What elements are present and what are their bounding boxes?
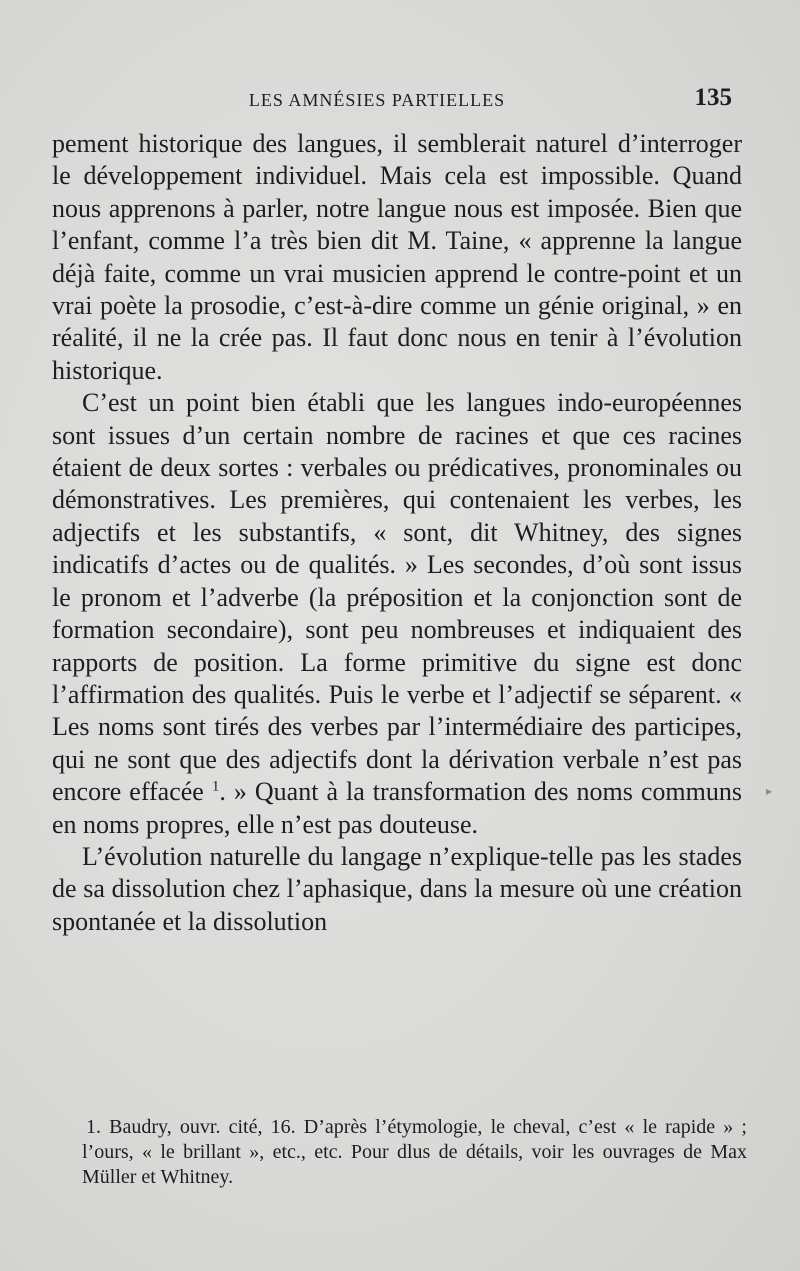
- footnote-reference: 1: [211, 778, 220, 795]
- margin-mark-icon: ▸: [766, 784, 773, 798]
- paragraph-3: L’évolution naturelle du langage n’explique-telle pas les stades de sa dissolution chez l’aphasique, dans la mesure où une création spontanée et la dissolution: [52, 841, 742, 936]
- page-header: [52, 84, 742, 124]
- running-title: LES AMNÉSIES PARTIELLES: [248, 90, 506, 110]
- footnote-1: 1. Baudry, ouvr. cité, 16. D’après l’étymologie, le cheval, c’est « le rapide » ; l’ours, « le brillant », etc., etc. Pour dlus de détails, voir les ouvrages de Max Müller et Whitney.: [82, 1116, 747, 1188]
- body-text: [52, 128, 742, 938]
- footnotes: [82, 1115, 747, 1190]
- paragraph-2-text-continued: . » Quant à la transformation des noms communs en noms propres, elle n’est pas douteuse.: [52, 777, 742, 839]
- paragraph-1: pement historique des langues, il semblerait naturel d’interroger le développement individuel. Mais cela est impossible. Quand nous apprenons à parler, notre langue nous est imposée. Bien que l’enfant, comme l’a très bien dit M. Taine, « apprenne la langue déjà faite, comme un vrai musicien apprend le contre-point et un vrai poète la prosodie, c’est-à-dire comme un génie original, » en réalité, il ne la crée pas. Il faut donc nous en tenir à l’évolution historique.: [52, 129, 742, 385]
- page-number: 135: [694, 84, 732, 111]
- paragraph-2-text: C’est un point bien établi que les langues indo-européennes sont issues d’un certain nombre de racines et que ces racines étaient de deux sortes : verbales ou prédicatives, pronominales ou démonstratives. Les premières, qui contenaient les verbes, les adjectifs et les substantifs, « sont, dit Whitney, des signes indicatifs d’actes ou de qualités. » Les secondes, d’où sont issus le pronom et l’adverbe (la préposition et la conjonction sont de formation secondaire), sont peu nombreuses et indiquaient des rapports de position. La forme primitive du signe est donc l’affirmation des qualités. Puis le verbe et l’adjectif se séparent. « Les noms sont tirés des verbes par l’intermédiaire des participes, qui ne sont que des adjectifs dont la dérivation verbale n’est pas encore effacée: [52, 388, 742, 807]
- paragraph-2: [52, 387, 742, 841]
